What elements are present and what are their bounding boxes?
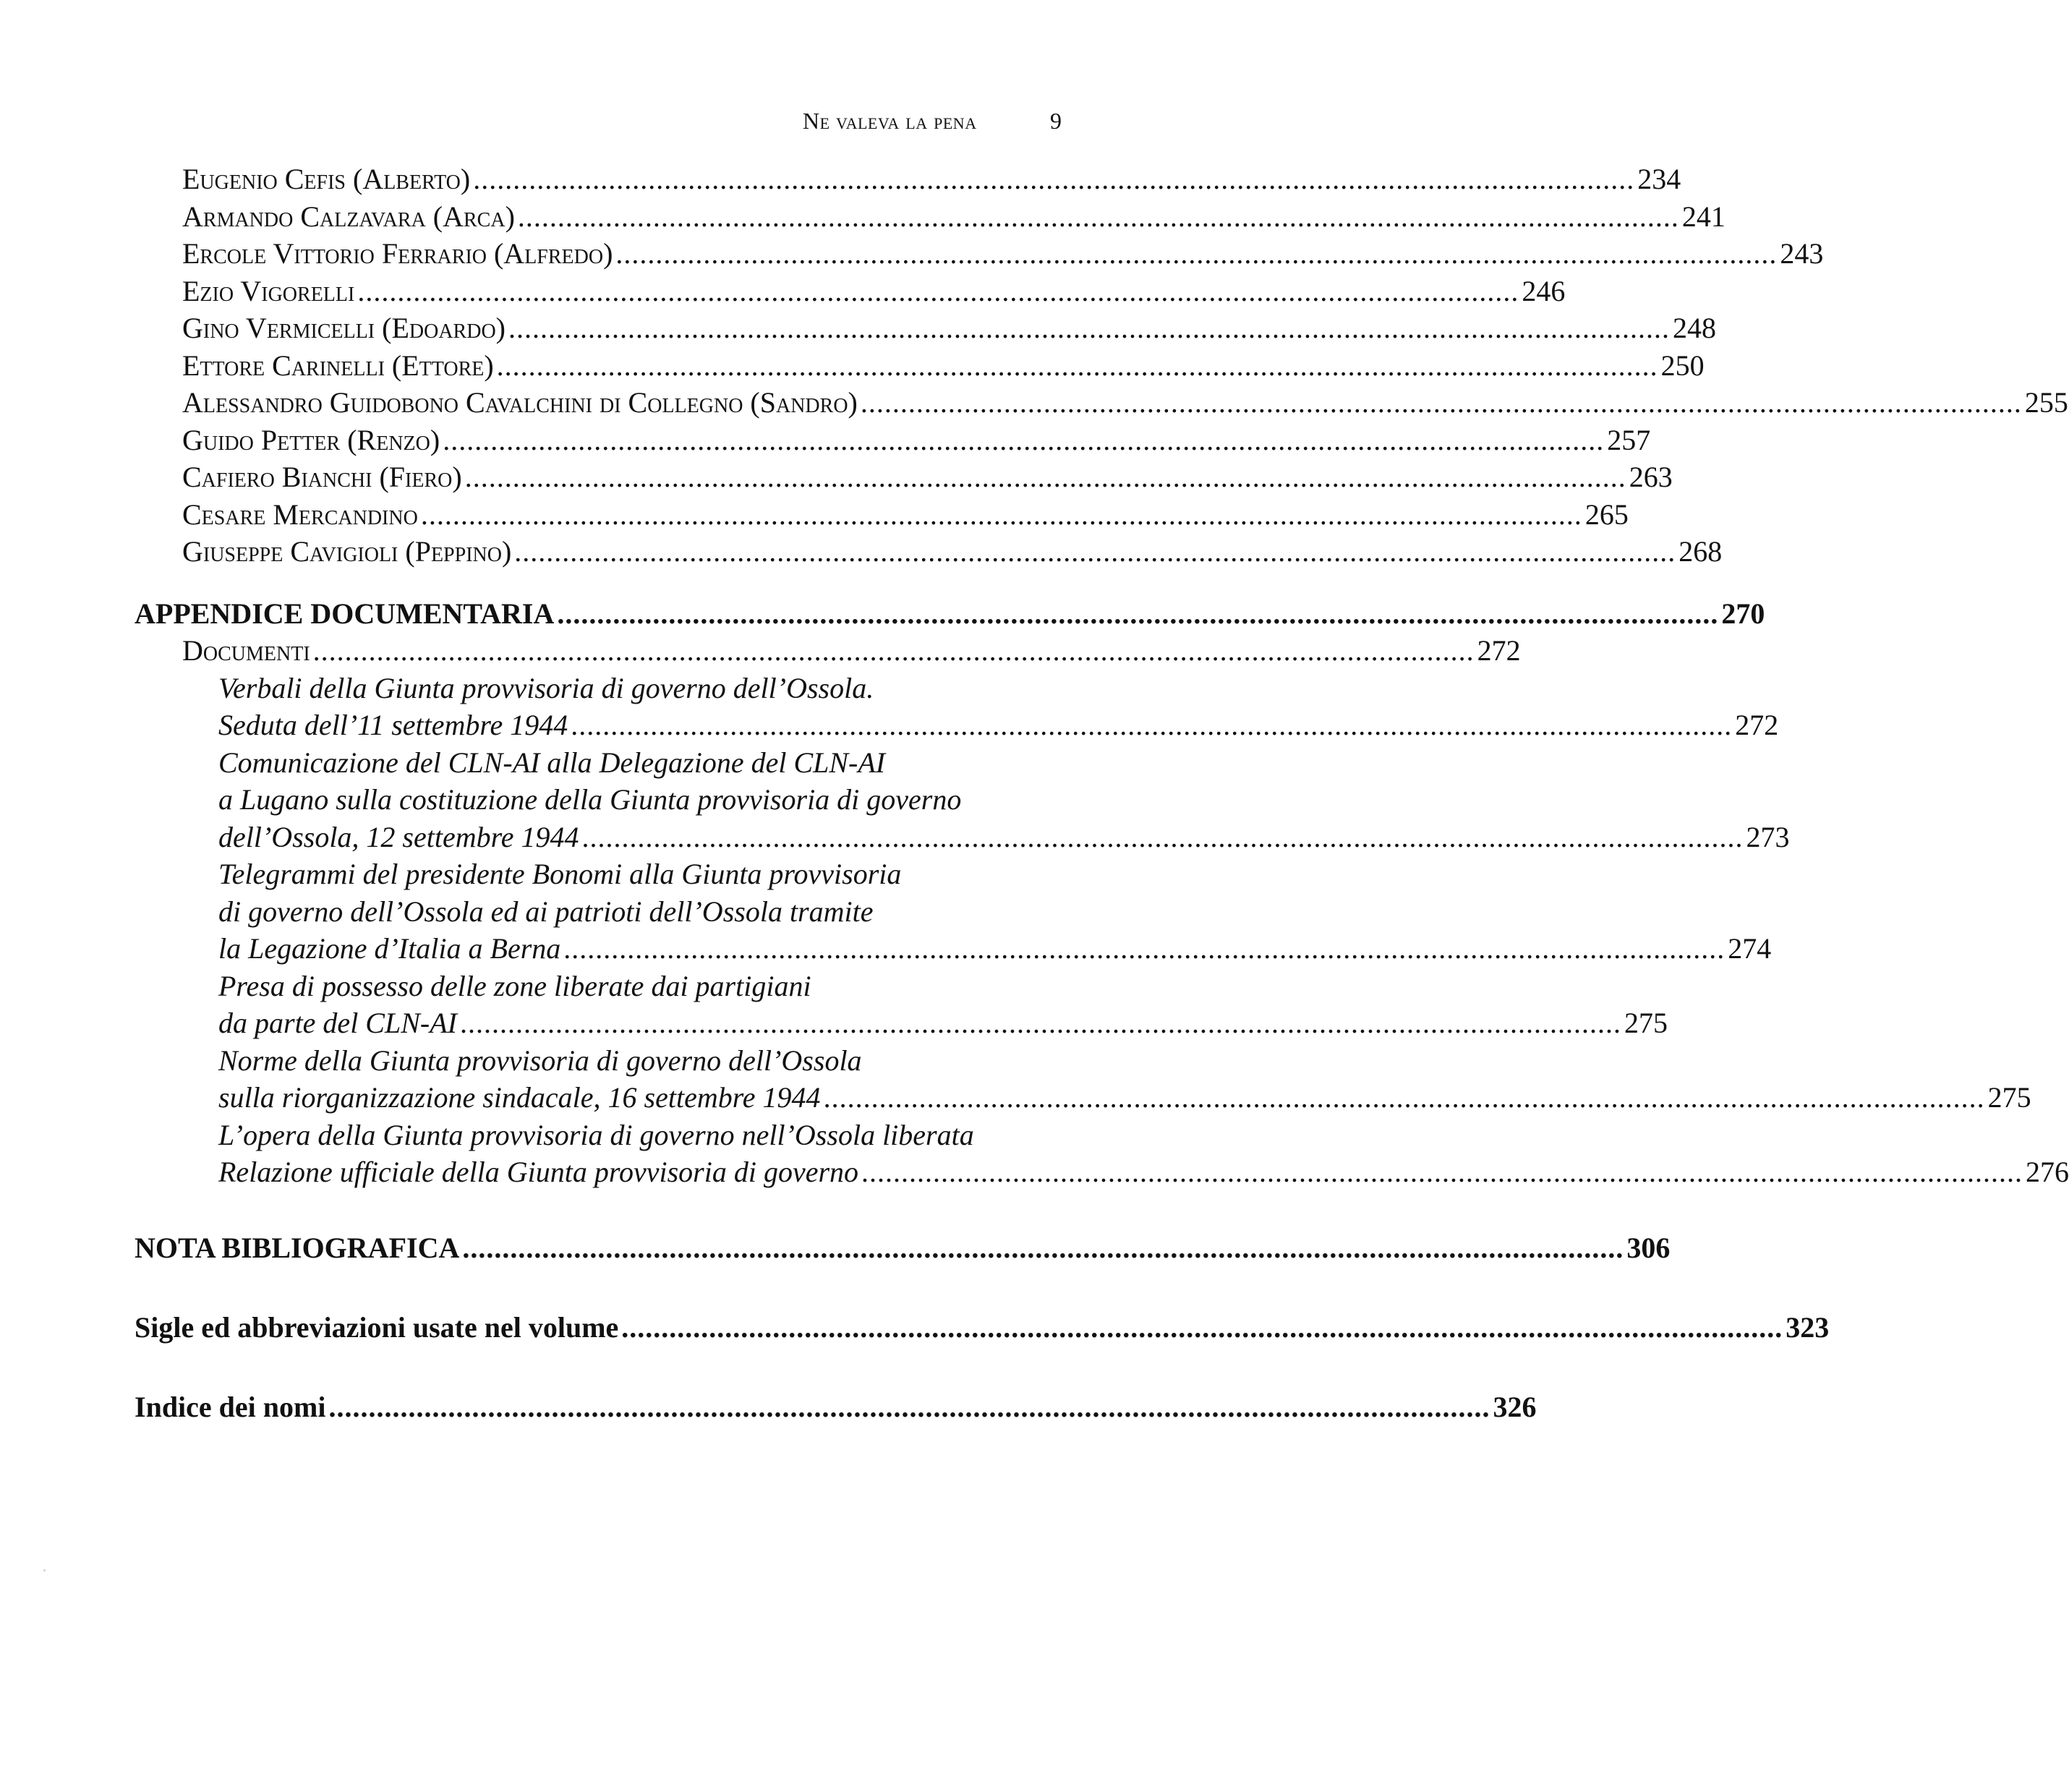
entry-title: Guido Petter (Renzo) (182, 424, 440, 456)
dot-leader: .................................................................................................................................................. (571, 709, 1733, 741)
dot-leader: .................................................................................................................................................. (823, 1081, 1985, 1114)
entry-page: 273 (1746, 821, 1790, 853)
section-page: 270 (1721, 597, 1765, 630)
entry-title: la Legazione d’Italia a Berna (218, 932, 561, 965)
toc-entry[interactable] (182, 198, 1725, 236)
entry-page: 250 (1660, 349, 1705, 382)
dot-leader: .................................................................................................................................................. (462, 1232, 1624, 1264)
toc-entry[interactable] (182, 161, 1681, 198)
dot-leader: .................................................................................................................................................. (312, 634, 1475, 667)
entry-title: Cafiero Bianchi (Fiero) (182, 461, 462, 493)
document-line: L’opera della Giunta provvisoria di governo nell’Ossola liberata (218, 1119, 974, 1151)
toc-entry[interactable] (182, 273, 1566, 310)
entry-page: 243 (1780, 237, 1824, 270)
entry-title: Relazione ufficiale della Giunta provvisoria di governo (218, 1156, 859, 1188)
section-title: Indice dei nomi (135, 1391, 326, 1423)
entry-page: 272 (1735, 709, 1779, 741)
dot-leader: .................................................................................................................................................. (464, 461, 1626, 493)
entry-page: 257 (1607, 424, 1651, 456)
toc-section-nota[interactable] (135, 1229, 1671, 1267)
entry-page: 241 (1681, 200, 1725, 233)
toc-entry-documents[interactable] (182, 632, 1521, 670)
entry-page: 275 (1987, 1081, 2031, 1114)
dot-leader: .................................................................................................................................................. (514, 535, 1676, 568)
entry-title: Ercole Vittorio Ferrario (Alfredo) (182, 237, 613, 270)
dot-leader: .................................................................................................................................................. (508, 312, 1670, 344)
toc-entry[interactable] (182, 458, 1673, 496)
dot-leader: .................................................................................................................................................. (615, 237, 1778, 270)
entry-title: Documenti (182, 634, 310, 667)
entry-page: 274 (1728, 932, 1772, 965)
dot-leader: .................................................................................................................................................. (357, 275, 1519, 307)
entry-title: Ettore Carinelli (Ettore) (182, 349, 494, 382)
document-line: di governo dell’Ossola ed ai patrioti dell’Ossola tramite (218, 895, 874, 928)
dot-leader: .................................................................................................................................................. (557, 597, 1719, 630)
dot-leader: .................................................................................................................................................. (328, 1391, 1490, 1423)
toc-section-sigle[interactable] (135, 1309, 1830, 1347)
entry-page: 263 (1629, 461, 1673, 493)
toc-entry[interactable] (182, 496, 1629, 534)
toc-entry[interactable] (182, 310, 1716, 347)
entry-title: Gino Vermicelli (Edoardo) (182, 312, 505, 344)
toc-entry[interactable] (182, 235, 1824, 273)
document-entry[interactable] (218, 819, 1790, 856)
entry-page: 272 (1477, 634, 1521, 667)
document-line: Norme della Giunta provvisoria di governo dell’Ossola (218, 1044, 862, 1077)
section-title: NOTA BIBLIOGRAFICA (135, 1232, 460, 1264)
document-line: a Lugano sulla costituzione della Giunta provvisoria di governo (218, 783, 962, 816)
dot-leader: .................................................................................................................................................. (581, 821, 1744, 853)
entry-title: da parte del CLN-AI (218, 1007, 457, 1039)
section-page: 306 (1626, 1232, 1671, 1264)
toc-section-indice[interactable] (135, 1388, 1537, 1426)
document-line: Presa di possesso delle zone liberate dai partigiani (218, 970, 811, 1002)
entry-page: 265 (1584, 498, 1629, 531)
document-line: Telegrammi del presidente Bonomi alla Giunta provvisoria (218, 858, 902, 890)
document-line: Comunicazione del CLN-AI alla Delegazione del CLN-AI (218, 746, 886, 779)
document-line: Verbali della Giunta provvisoria di governo dell’Ossola. (218, 672, 874, 704)
dot-leader: .................................................................................................................................................. (563, 932, 1725, 965)
dot-leader: .................................................................................................................................................. (861, 1156, 2023, 1188)
entry-title: Cesare Mercandino (182, 498, 418, 531)
section-page: 326 (1493, 1391, 1537, 1423)
dot-leader: .................................................................................................................................................. (473, 163, 1635, 195)
entry-page: 246 (1522, 275, 1566, 307)
entry-title: Giuseppe Cavigioli (Peppino) (182, 535, 512, 568)
section-title: APPENDICE DOCUMENTARIA (135, 597, 555, 630)
toc-entry[interactable] (182, 384, 2068, 422)
document-entry[interactable] (218, 1004, 1668, 1042)
document-entry[interactable] (218, 1079, 2031, 1117)
toc-entry[interactable] (182, 347, 1705, 385)
toc-entry[interactable] (182, 533, 1723, 571)
section-title: Sigle ed abbreviazioni usate nel volume (135, 1311, 619, 1344)
entry-page: 268 (1678, 535, 1723, 568)
entry-page: 275 (1624, 1007, 1668, 1039)
entry-title: Alessandro Guidobono Cavalchini di Collegno (Sandro) (182, 386, 858, 419)
entry-title: sulla riorganizzazione sindacale, 16 settembre 1944 (218, 1081, 821, 1114)
page-number: 9 (1050, 108, 1062, 134)
entry-page: 255 (2024, 386, 2068, 419)
dot-leader: .................................................................................................................................................. (443, 424, 1605, 456)
entry-page: 276 (2026, 1156, 2069, 1188)
dot-leader: .................................................................................................................................................. (420, 498, 1582, 531)
entry-title: Ezio Vigorelli (182, 275, 355, 307)
dot-leader: .................................................................................................................................................. (459, 1007, 1621, 1039)
entry-page: 234 (1637, 163, 1681, 195)
paper-speck (43, 1569, 46, 1571)
dot-leader: .................................................................................................................................................. (517, 200, 1679, 233)
toc-section-appendix[interactable] (135, 595, 1765, 633)
entry-page: 248 (1672, 312, 1716, 344)
dot-leader: .................................................................................................................................................. (496, 349, 1658, 382)
running-title: Ne valeva la pena (803, 108, 977, 134)
document-entry[interactable] (218, 707, 1779, 744)
entry-title: Armando Calzavara (Arca) (182, 200, 515, 233)
toc-entry[interactable] (182, 422, 1651, 459)
dot-leader: .................................................................................................................................................. (860, 386, 2022, 419)
entry-title: Eugenio Cefis (Alberto) (182, 163, 471, 195)
document-entry[interactable] (218, 1153, 2069, 1191)
document-entry[interactable] (218, 930, 1772, 968)
section-page: 323 (1786, 1311, 1830, 1344)
dot-leader: .................................................................................................................................................. (621, 1311, 1783, 1344)
entry-title: Seduta dell’11 settembre 1944 (218, 709, 568, 741)
entry-title: dell’Ossola, 12 settembre 1944 (218, 821, 579, 853)
